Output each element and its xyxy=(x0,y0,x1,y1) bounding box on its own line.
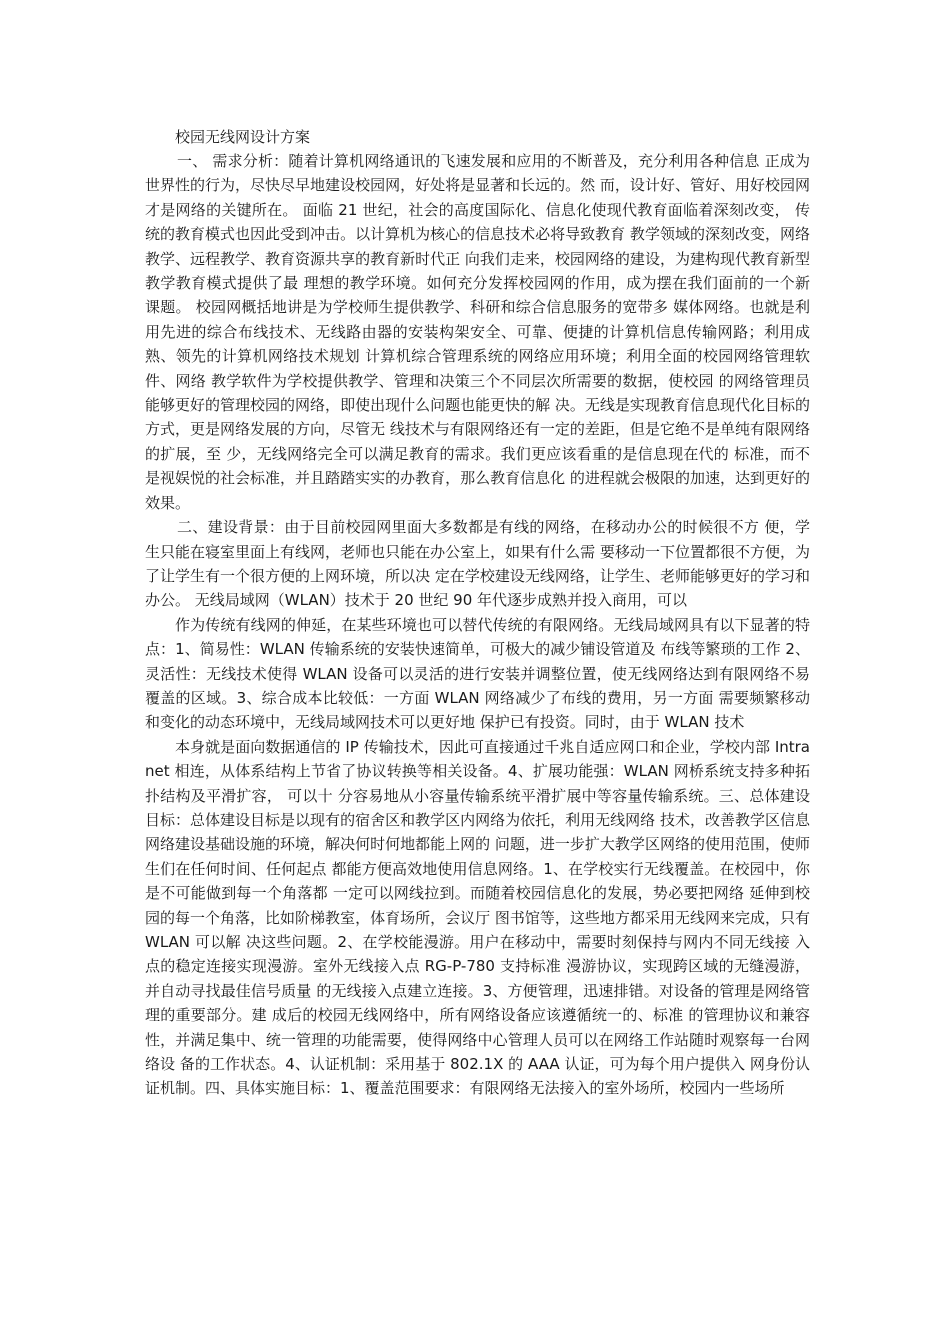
paragraph-wlan-features: 作为传统有线网的伸延，在某些环境也可以替代传统的有限网络。无线局域网具有以下显著的特点：1、简易性：WLAN 传输系统的安装快速简单，可极大的减少铺设管道及 布线等繁琐的工作 2、灵活性：无线技术使得 WLAN 设备可以灵活的进行安装并调整位置，使无线网络达到有限网络不易覆盖的区域。3、综合成本比较低：一方面 WLAN 网络减少了布线的费用，另一方面 需要频繁移动和变化的动态环境中，无线局域网技术可以更好地 保护已有投资。同时，由于 WLAN 技术 xyxy=(145,615,810,732)
paragraph-goals: 本身就是面向数据通信的 IP 传输技术，因此可直接通过千兆自适应网口和企业，学校内部 Intranet 相连，从体系结构上节省了协议转换等相关设备。4、扩展功能强：WLAN 网桥系统支持多种拓扑结构及平滑扩容， 可以十 分容易地从小容量传输系统平滑扩展中等容量传输系统。三、总体建设目标：总体建设目标是以现有的宿舍区和教学区内网络为依托，利用无线网络 技术，改善教学区信息网络建设基础设施的环境，解决何时何地都能上网的 问题，进一步扩大教学区网络的使用范围，使师生们在任何时间、任何起点 都能方便高效地使用信息网络。1、在学校实行无线覆盖。在校园中，你是不可能做到每一个角落都 一定可以网线拉到。而随着校园信息化的发展，势必要把网络 延伸到校园的每一个角落，比如阶梯教室，体育场所，会议厅 图书馆等，这些地方都采用无线网来完成，只有 WLAN 可以解 决这些问题。2、在学校能漫游。用户在移动中，需要时刻保持与网内不同无线接 入点的稳定连接实现漫游。室外无线接入点 RG-P-780 支持标准 漫游协议，实现跨区域的无缝漫游，并自动寻找最佳信号质量 的无线接入点建立连接。3、方便管理，迅速排错。对设备的管理是网络管理的重要部分。建 成后的校园无线网络中，所有网络设备应该遵循统一的、标准 的管理协议和兼容性，并满足集中、统一管理的功能需要，使得网络中心管理人员可以在网络工作站随时观察每一台网络设 备的工作状态。4、认证机制：采用基于 802.1X 的 AAA 认证，可为每个用户提供入 网身份认证机制。四、具体实施目标：1、覆盖范围要求：有限网络无法接入的室外场所，校园内一些场所 xyxy=(145,737,810,1098)
document-body xyxy=(145,125,810,1101)
document-title: 校园无线网设计方案 xyxy=(175,128,311,146)
paragraph-needs-analysis: 一、 需求分析：随着计算机网络通讯的飞速发展和应用的不断普及，充分利用各种信息 正成为世界性的行为，尽快尽早地建设校园网，好处将是显著和长远的。然 而，设计好、管好、用好校园网才是网络的关键所在。 面临 21 世纪，社会的高度国际化、信息化使现代教育面临着深刻改变， 传统的教育模式也因此受到冲击。以计算机为核心的信息技术必将导致教育 教学领域的深刻改变，网络教学、远程教学、教育资源共享的教育新时代正 向我们走来，校园网络的建设，为建构现代教育新型教学教育模式提供了最 理想的教学环境。如何充分发挥校园网的作用，成为摆在我们面前的一个新 课题。 校园网概括地讲是为学校师生提供教学、科研和综合信息服务的宽带多 媒体网络。也就是利用先进的综合布线技术、无线路由器的安装构架安全、可靠、便捷的计算机信息传输网路；利用成熟、领先的计算机网络技术规划 计算机综合管理系统的网络应用环境；利用全面的校园网络管理软件、网络 教学软件为学校提供教学、管理和决策三个不同层次所需要的数据，使校园 的网络管理员能够更好的管理校园的网络，即使出现什么问题也能更快的解 决。无线是实现教育信息现代化目标的方式，更是网络发展的方向，尽管无 线技术与有限网络还有一定的差距，但是它绝不是单纯有限网络的扩展，至 少，无线网络完全可以满足教育的需求。我们更应该看重的是信息现在代的 标准，而不是视娱悦的社会标准，并且踏踏实实的办教育，那么教育信息化 的进程就会极限的加速，达到更好的效果。 xyxy=(145,152,810,512)
paragraph-background: 二、建设背景：由于目前校园网里面大多数都是有线的网络，在移动办公的时候很不方 便，学生只能在寝室里面上有线网，老师也只能在办公室上，如果有什么需 要移动一下位置都很不方便，为了让学生有一个很方便的上网环境，所以决 定在学校建设无线网络，让学生、老师能够更好的学习和办公。 无线局域网（WLAN）技术于 20 世纪 90 年代逐步成熟并投入商用，可以 xyxy=(145,518,810,610)
